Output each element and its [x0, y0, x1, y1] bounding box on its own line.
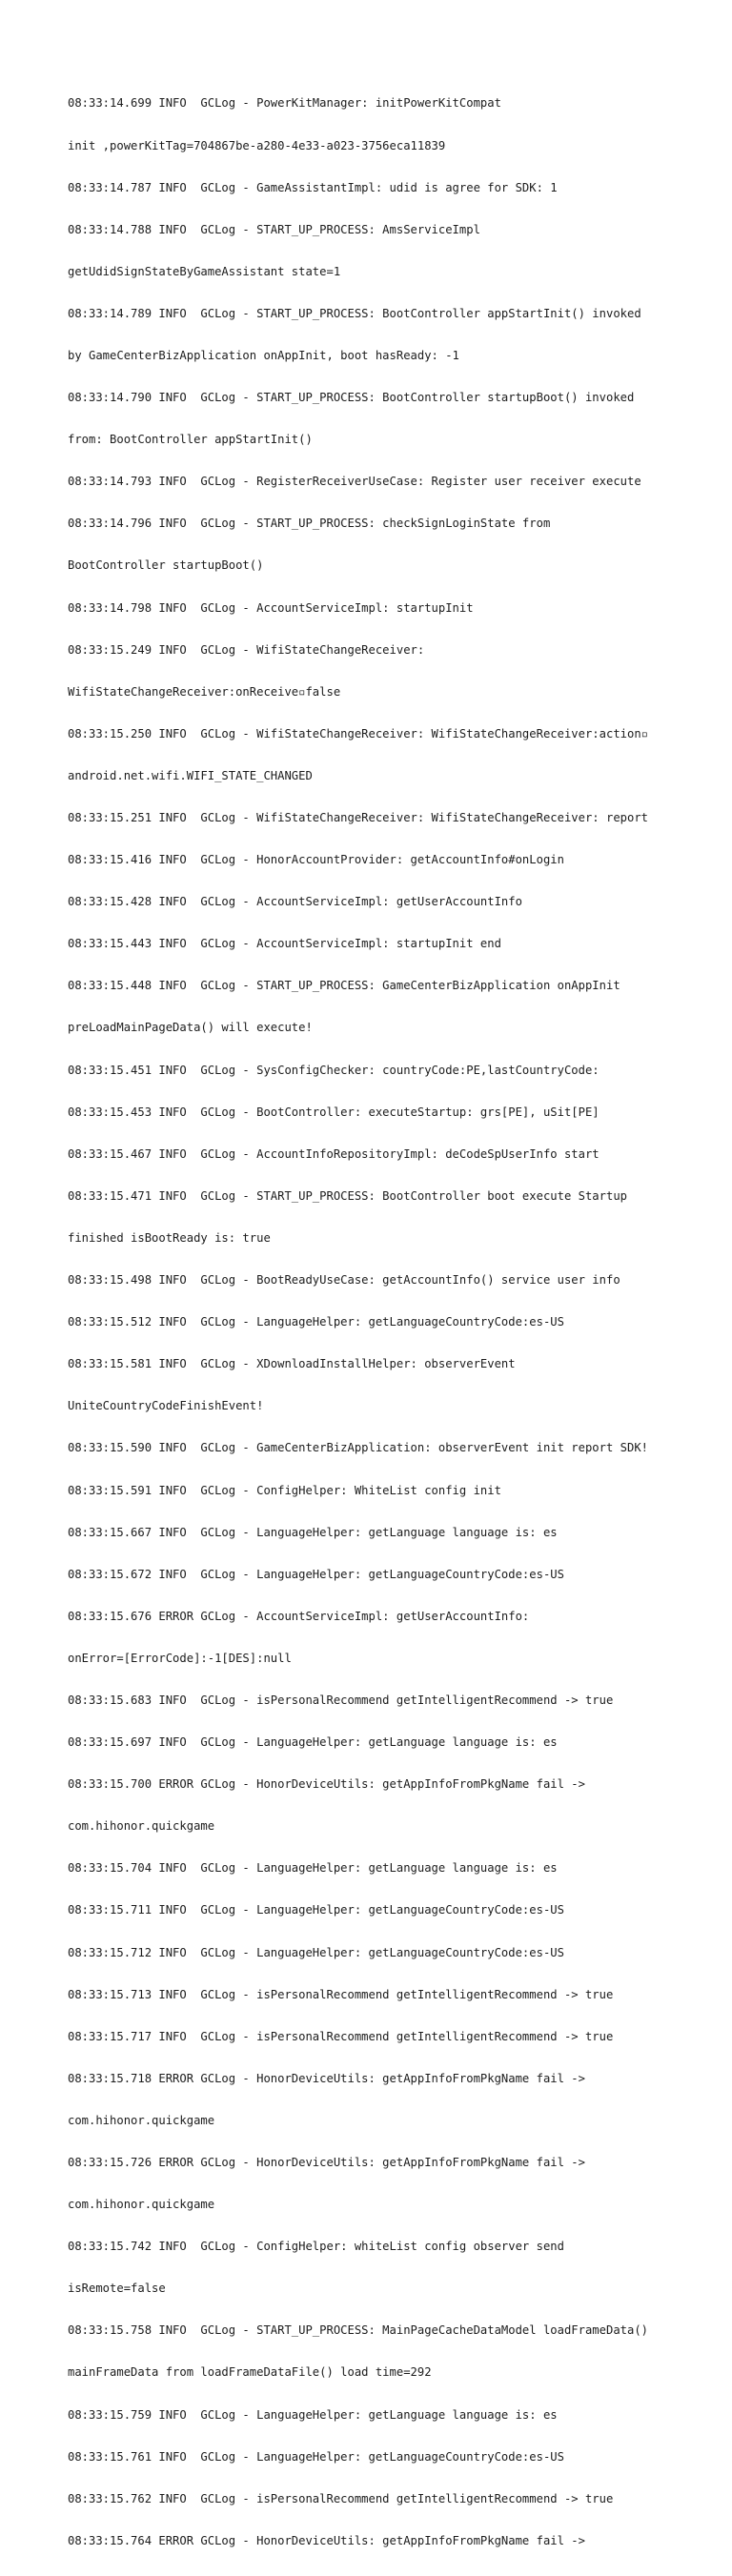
- log-line: BootController startupBoot(): [68, 558, 264, 573]
- log-line: 08:33:15.667 INFO GCLog - LanguageHelper: getLanguage language is: es: [68, 1525, 558, 1539]
- log-line: 08:33:15.742 INFO GCLog - ConfigHelper: whiteList config observer send: [68, 2240, 564, 2254]
- log-line: 08:33:15.700 ERROR GCLog - HonorDeviceUtils: getAppInfoFromPkgName fail ->: [68, 1777, 585, 1792]
- log-line: 08:33:14.793 INFO GCLog - RegisterReceiverUseCase: Register user receiver execute: [68, 475, 641, 489]
- log-line: mainFrameData from loadFrameDataFile() load time=292: [68, 2365, 432, 2380]
- log-line: 08:33:15.250 INFO GCLog - WifiStateChangeReceiver: WifiStateChangeReceiver:action▫: [68, 726, 649, 740]
- log-line: 08:33:15.251 INFO GCLog - WifiStateChangeReceiver: WifiStateChangeReceiver: report: [68, 811, 649, 824]
- log-line: 08:33:15.676 ERROR GCLog - AccountServiceImpl: getUserAccountInfo:: [68, 1609, 530, 1623]
- log-line: 08:33:15.711 INFO GCLog - LanguageHelper: getLanguageCountryCode:es-US: [68, 1903, 564, 1917]
- log-line: from: BootController appStartInit(): [68, 433, 313, 447]
- log-line: 08:33:15.672 INFO GCLog - LanguageHelper: getLanguageCountryCode:es-US: [68, 1567, 564, 1581]
- log-line: 08:33:15.761 INFO GCLog - LanguageHelper: getLanguageCountryCode:es-US: [68, 2449, 564, 2464]
- log-line: 08:33:15.764 ERROR GCLog - HonorDeviceUtils: getAppInfoFromPkgName fail ->: [68, 2533, 585, 2547]
- log-line: 08:33:15.249 INFO GCLog - WifiStateChangeReceiver:: [68, 642, 425, 657]
- log-line: finished isBootReady is: true: [68, 1230, 271, 1245]
- log-line: 08:33:14.796 INFO GCLog - START_UP_PROCESS: checkSignLoginState from: [68, 517, 551, 531]
- log-line: 08:33:15.591 INFO GCLog - ConfigHelper: WhiteList config init: [68, 1483, 501, 1497]
- log-line: 08:33:15.416 INFO GCLog - HonorAccountProvider: getAccountInfo#onLogin: [68, 853, 564, 867]
- log-line: 08:33:15.471 INFO GCLog - START_UP_PROCESS: BootController boot execute Startup: [68, 1188, 627, 1203]
- log-line: getUdidSignStateByGameAssistant state=1: [68, 264, 341, 278]
- log-line: 08:33:14.798 INFO GCLog - AccountServiceImpl: startupInit: [68, 600, 474, 615]
- log-line: 08:33:15.697 INFO GCLog - LanguageHelper: getLanguage language is: es: [68, 1735, 558, 1750]
- log-line: 08:33:15.683 INFO GCLog - isPersonalRecommend getIntelligentRecommend -> true: [68, 1693, 614, 1707]
- log-line: 08:33:15.498 INFO GCLog - BootReadyUseCase: getAccountInfo() service user info: [68, 1273, 620, 1288]
- log-line: 08:33:14.699 INFO GCLog - PowerKitManager: initPowerKitCompat: [68, 96, 501, 111]
- log-line: 08:33:15.448 INFO GCLog - START_UP_PROCESS: GameCenterBizApplication onAppInit: [68, 979, 620, 993]
- log-line: 08:33:14.790 INFO GCLog - START_UP_PROCESS: BootController startupBoot() invoked: [68, 391, 635, 405]
- log-line: by GameCenterBizApplication onAppInit, boot hasReady: -1: [68, 348, 459, 362]
- log-line: 08:33:15.512 INFO GCLog - LanguageHelper: getLanguageCountryCode:es-US: [68, 1315, 564, 1329]
- log-line: 08:33:14.789 INFO GCLog - START_UP_PROCESS: BootController appStartInit() invoked: [68, 306, 641, 320]
- log-line: 08:33:15.759 INFO GCLog - LanguageHelper: getLanguage language is: es: [68, 2407, 558, 2422]
- log-line: 08:33:15.451 INFO GCLog - SysConfigChecker: countryCode:PE,lastCountryCode:: [68, 1063, 600, 1077]
- log-line: 08:33:15.713 INFO GCLog - isPersonalRecommend getIntelligentRecommend -> true: [68, 1987, 614, 2001]
- log-line: 08:33:15.704 INFO GCLog - LanguageHelper: getLanguage language is: es: [68, 1861, 558, 1876]
- log-line: 08:33:15.590 INFO GCLog - GameCenterBizApplication: observerEvent init report SDK!: [68, 1441, 649, 1455]
- log-line: com.hihonor.quickgame: [68, 1819, 215, 1834]
- log-line: isRemote=false: [68, 2282, 166, 2296]
- log-line: UniteCountryCodeFinishEvent!: [68, 1399, 264, 1413]
- log-line: com.hihonor.quickgame: [68, 2198, 215, 2212]
- log-line: com.hihonor.quickgame: [68, 2113, 215, 2127]
- log-line: 08:33:14.787 INFO GCLog - GameAssistantImpl: udid is agree for SDK: 1: [68, 180, 558, 194]
- log-line: WifiStateChangeReceiver:onReceive▫false: [68, 684, 341, 699]
- log-line: 08:33:15.428 INFO GCLog - AccountServiceImpl: getUserAccountInfo: [68, 895, 522, 909]
- log-line: preLoadMainPageData() will execute!: [68, 1021, 313, 1035]
- log-line: 08:33:15.718 ERROR GCLog - HonorDeviceUtils: getAppInfoFromPkgName fail ->: [68, 2071, 585, 2085]
- log-line: 08:33:15.453 INFO GCLog - BootController: executeStartup: grs[PE], uSit[PE]: [68, 1105, 600, 1119]
- log-line: 08:33:15.712 INFO GCLog - LanguageHelper: getLanguageCountryCode:es-US: [68, 1945, 564, 1959]
- log-line: onError=[ErrorCode]:-1[DES]:null: [68, 1651, 292, 1665]
- log-line: 08:33:15.581 INFO GCLog - XDownloadInstallHelper: observerEvent: [68, 1357, 516, 1371]
- log-line: 08:33:15.443 INFO GCLog - AccountServiceImpl: startupInit end: [68, 937, 501, 951]
- log-line: 08:33:15.717 INFO GCLog - isPersonalRecommend getIntelligentRecommend -> true: [68, 2029, 614, 2043]
- log-line: 08:33:15.726 ERROR GCLog - HonorDeviceUtils: getAppInfoFromPkgName fail ->: [68, 2156, 585, 2169]
- log-line: init ,powerKitTag=704867be-a280-4e33-a023-3756eca11839: [68, 138, 446, 152]
- log-line: 08:33:15.762 INFO GCLog - isPersonalRecommend getIntelligentRecommend -> true: [68, 2491, 614, 2505]
- log-line: 08:33:15.758 INFO GCLog - START_UP_PROCESS: MainPageCacheDataModel loadFrameData(): [68, 2323, 649, 2338]
- log-line: android.net.wifi.WIFI_STATE_CHANGED: [68, 768, 313, 782]
- log-line: 08:33:14.788 INFO GCLog - START_UP_PROCESS: AmsServiceImpl: [68, 222, 480, 236]
- log-line: 08:33:15.467 INFO GCLog - AccountInfoRepositoryImpl: deCodeSpUserInfo start: [68, 1146, 600, 1161]
- log-text-block: [68, 69, 716, 2576]
